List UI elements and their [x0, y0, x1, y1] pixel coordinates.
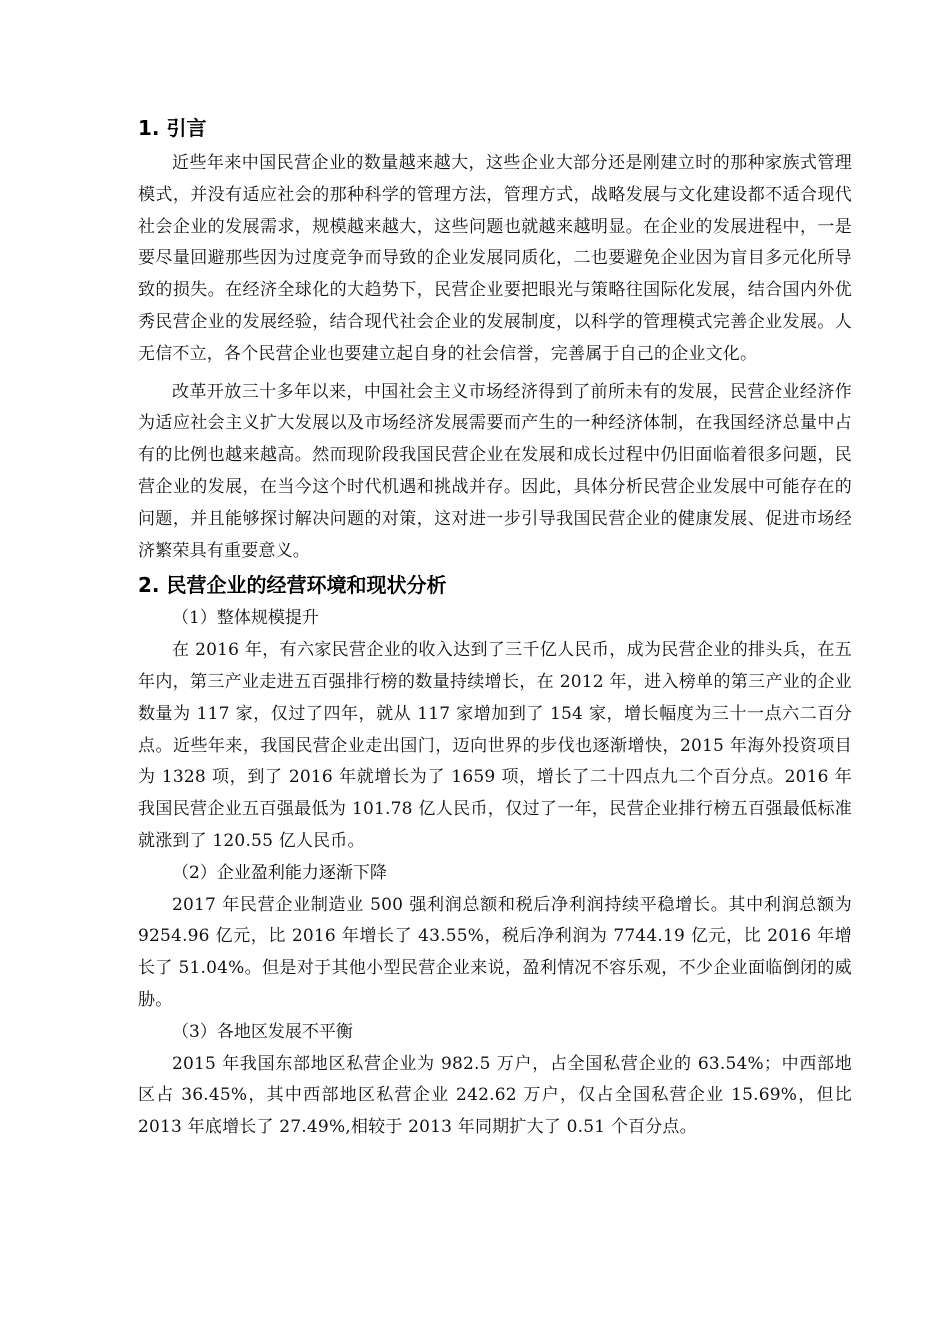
subsection-title-scale: （1）整体规模提升: [172, 608, 319, 629]
subsection-paragraph-regional: 2015 年我国东部地区私营企业为 982.5 万户，占全国私营企业的 63.54%；中西部地区占 36.45%，其中西部地区私营企业 242.62 万户，仅占全国私营企业 15.69%，但比 2013 年底增长了 27.49%,相较于 2013 年同期扩大了 0.51 个百分点。: [138, 1053, 852, 1138]
subsection-paragraph-scale: 在 2016 年，有六家民营企业的收入达到了三千亿人民币，成为民营企业的排头兵，在五年内，第三产业走进五百强排行榜的数量持续增长，在 2012 年，进入榜单的第三产业的企业数量为 117 家，仅过了四年，就从 117 家增加到了 154 家，增长幅度为三十一点六二百分点。近些年来，我国民营企业走出国门，迈向世界的步伐也逐渐增快，2015 年海外投资项目为 1328 项，到了 2016 年就增长为了 1659 项，增长了二十四点九二个百分点。2016 年我国民营企业五百强最低为 101.78 亿人民币，仅过了一年，民营企业排行榜五百强最低标准就涨到了 120.55 亿人民币。: [138, 640, 852, 851]
introduction-paragraph-1: 近些年来中国民营企业的数量越来越大，这些企业大部分还是刚建立时的那种家族式管理模式，并没有适应社会的那种科学的管理方法，管理方式，战略发展与文化建设都不适合现代社会企业的发展需求，规模越来越大，这些问题也就越来越明显。在企业的发展进程中，一是要尽量回避那些因为过度竞争而导致的企业发展同质化，二也要避免企业因为盲目多元化所导致的损失。在经济全球化的大趋势下，民营企业要把眼光与策略往国际化发展，结合国内外优秀民营企业的发展经验，结合现代社会企业的发展制度，以科学的管理模式完善企业发展。人无信不立，各个民营企业也要建立起自身的社会信誉，完善属于自己的企业文化。: [138, 153, 852, 364]
document-page: [138, 110, 852, 1144]
section-heading-introduction: 1. 引言: [138, 116, 207, 140]
introduction-paragraph-2: 改革开放三十多年以来，中国社会主义市场经济得到了前所未有的发展，民营企业经济作为适应社会主义扩大发展以及市场经济发展需要而产生的一种经济体制，在我国经济总量中占有的比例也越来越高。然而现阶段我国民营企业在发展和成长过程中仍旧面临着很多问题，民营企业的发展，在当今这个时代机遇和挑战并存。因此，具体分析民营企业发展中可能存在的问题，并且能够探讨解决问题的对策，这对进一步引导我国民营企业的健康发展、促进市场经济繁荣具有重要意义。: [138, 381, 852, 561]
subsection-title-regional: （3）各地区发展不平衡: [172, 1021, 353, 1042]
subsection-paragraph-profitability: 2017 年民营企业制造业 500 强利润总额和税后净利润持续平稳增长。其中利润总额为 9254.96 亿元，比 2016 年增长了 43.55%，税后净利润为 7744.19 亿元，比 2016 年增长了 51.04%。但是对于其他小型民营企业来说，盈利情况不容乐观，不少企业面临倒闭的威胁。: [138, 894, 852, 1010]
section-heading-environment-analysis: 2. 民营企业的经营环境和现状分析: [138, 573, 447, 598]
subsection-title-profitability: （2）企业盈利能力逐渐下降: [172, 862, 387, 883]
